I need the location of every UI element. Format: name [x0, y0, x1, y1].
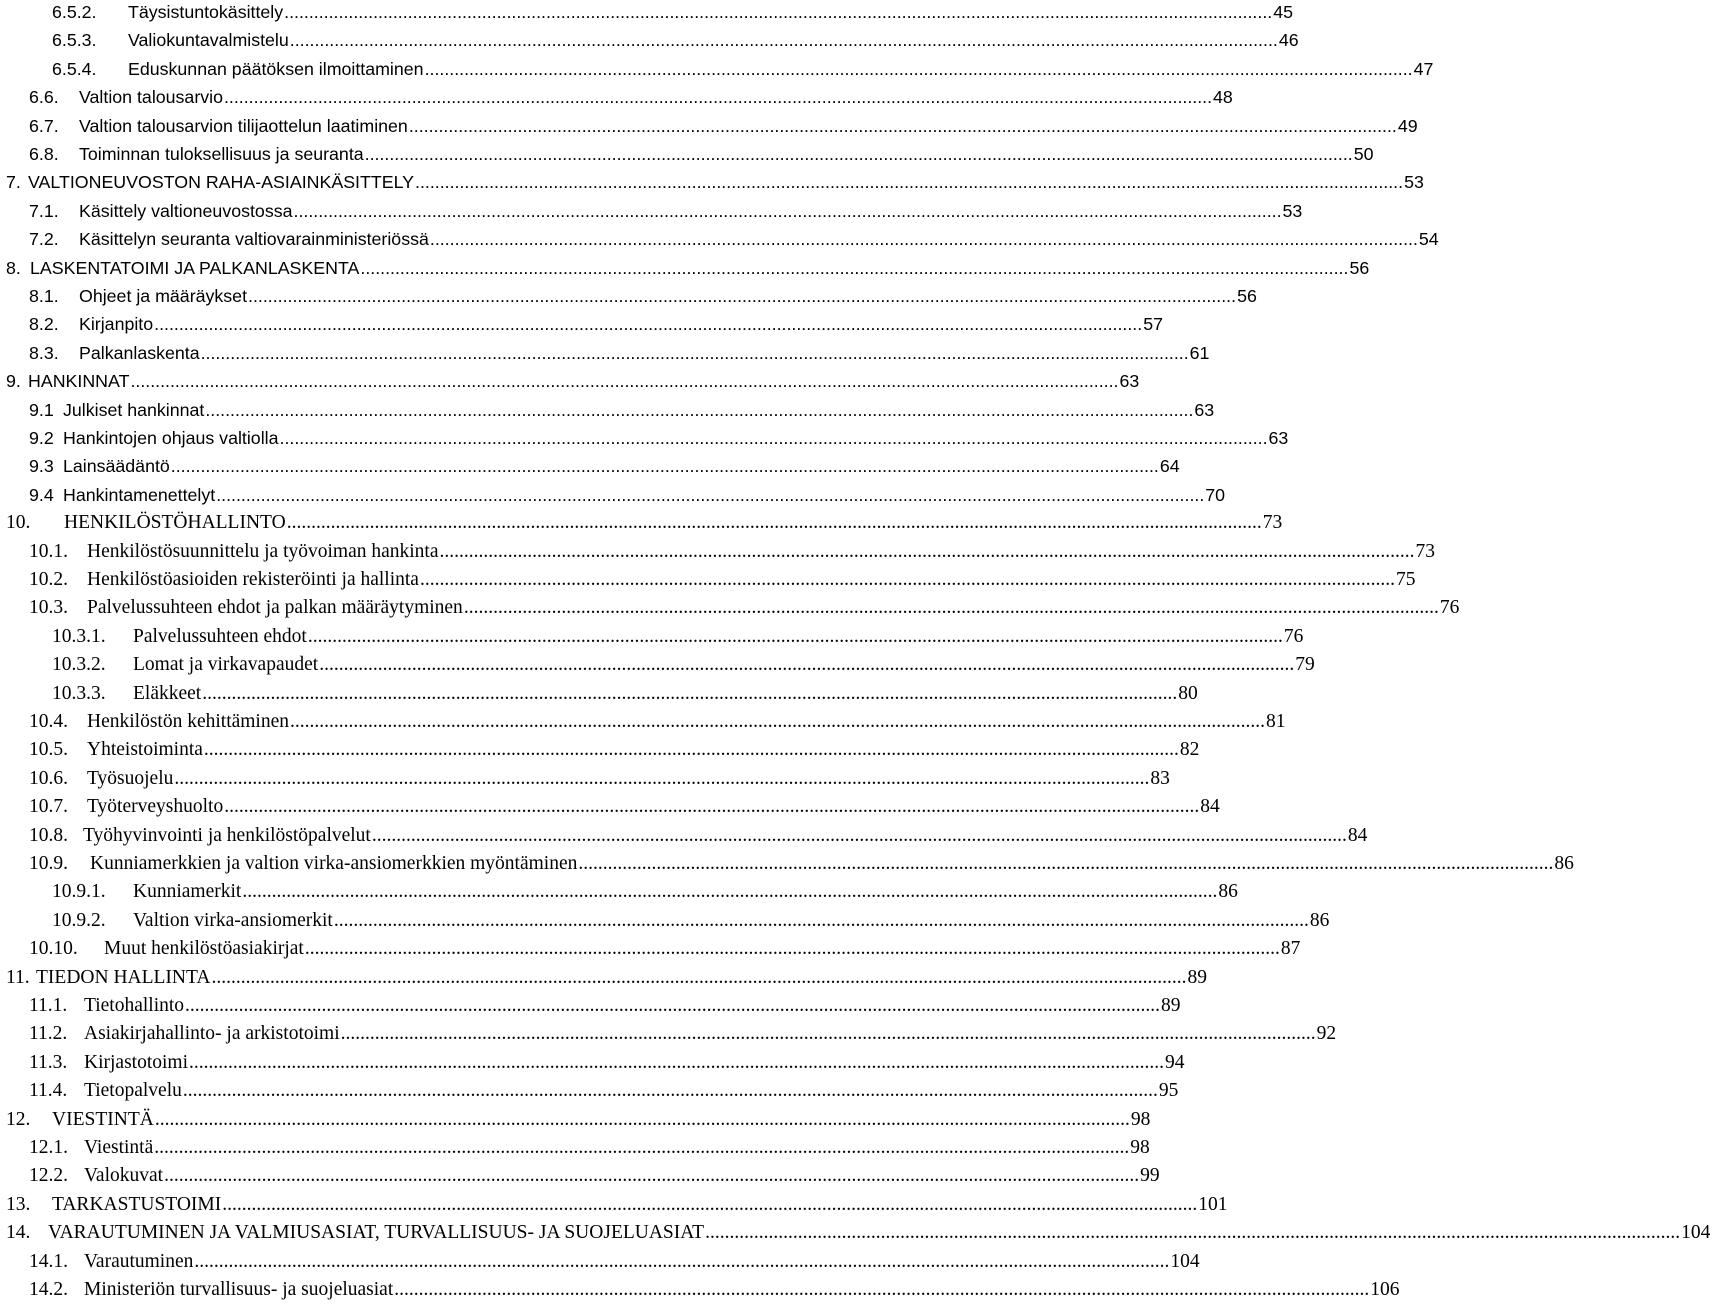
toc-entry-title: Valtion talousarvion tilijaottelun laatiminen [79, 115, 408, 136]
toc-entry-page-number: 83 [1150, 767, 1170, 789]
toc-entry-number: 6.5.3. [52, 30, 97, 51]
toc-entry-number: 12. [6, 1108, 31, 1130]
toc-entry-number: 7.1. [29, 200, 59, 221]
dot-leader: ........................................................................................................................................................................................................ [170, 456, 1159, 477]
toc-entry[interactable] [29, 566, 1416, 594]
toc-entry-number: 10.9. [29, 853, 68, 874]
toc-entry-number: 9.2 [29, 428, 54, 448]
toc-entry[interactable] [29, 538, 1435, 566]
dot-leader: ........................................................................................................................................................................................................ [154, 1137, 1130, 1158]
toc-entry[interactable] [29, 140, 1374, 168]
toc-entry-page-number: 49 [1397, 115, 1418, 136]
toc-entry-page-number: 53 [1282, 200, 1303, 221]
toc-entry-title: TIEDON HALLINTA [36, 966, 211, 988]
toc-entry[interactable] [29, 310, 1163, 338]
toc-entry[interactable] [29, 481, 1226, 509]
dot-leader: ........................................................................................................................................................................................................ [290, 711, 1266, 732]
toc-entry-title: Henkilöstön kehittäminen [87, 711, 290, 732]
toc-entry-title: Valtion virka-ansiomerkit [133, 909, 333, 931]
dot-leader: ........................................................................................................................................................................................................ [203, 739, 1179, 761]
toc-entry[interactable] [29, 850, 1574, 878]
toc-entry-title: Eläkkeet [133, 682, 202, 704]
toc-entry-number: 11.3. [29, 1051, 68, 1073]
dot-leader: ........................................................................................................................................................................................................ [223, 87, 1213, 108]
toc-entry-title: Lainsäädäntö [63, 456, 170, 477]
toc-entry-number: 14.1. [29, 1250, 68, 1272]
toc-entry-number: 9.4 [29, 484, 54, 505]
toc-entry-page-number: 53 [1404, 172, 1424, 193]
toc-entry-page-number: 94 [1165, 1051, 1185, 1073]
toc-entry-page-number: 98 [1130, 1137, 1150, 1158]
toc-entry[interactable] [52, 623, 1304, 651]
toc-entry[interactable] [52, 651, 1315, 679]
toc-entry-page-number: 73 [1415, 540, 1435, 562]
toc-entry-title: Kirjastotoimi [84, 1051, 188, 1073]
toc-entry-number: 10.10. [29, 938, 78, 960]
toc-entry-title: Muut henkilöstöasiakirjat [104, 938, 304, 960]
toc-entry-number: 7. [6, 172, 21, 193]
toc-entry-title: Täysistuntokäsittely [128, 2, 284, 22]
toc-entry-number: 10.3. [29, 597, 68, 619]
dot-leader: ........................................................................................................................................................................................................ [174, 767, 1150, 789]
toc-entry[interactable] [52, 0, 1293, 26]
toc-entry-title: Ministeriön turvallisuus- ja suojeluasiat [84, 1279, 394, 1300]
toc-entry-page-number: 50 [1353, 144, 1374, 164]
toc-entry-number: 6.6. [29, 87, 59, 108]
toc-entry-title: Toiminnan tuloksellisuus ja seuranta [79, 144, 364, 164]
toc-entry-page-number: 76 [1283, 625, 1304, 647]
toc-entry-page-number: 73 [1262, 512, 1283, 534]
toc-entry-title: Eduskunnan päätöksen ilmoittaminen [128, 58, 424, 79]
toc-entry[interactable] [6, 1106, 1151, 1134]
toc-entry-title: VALTIONEUVOSTON RAHA-ASIAINKÄSITTELY [28, 172, 415, 193]
toc-entry[interactable] [6, 964, 1207, 992]
toc-entry-page-number: 104 [1681, 1222, 1710, 1244]
toc-entry[interactable] [52, 26, 1299, 54]
toc-entry-page-number: 75 [1395, 569, 1416, 590]
toc-entry-number: 8.2. [29, 314, 59, 335]
toc-entry[interactable] [29, 1162, 1160, 1190]
dot-leader: ........................................................................................................................................................................................................ [371, 824, 1347, 846]
toc-entry-page-number: 89 [1187, 966, 1207, 988]
toc-entry-number: 14. [6, 1222, 31, 1244]
toc-entry-page-number: 63 [1194, 399, 1215, 420]
toc-entry-title: Käsittelyn seuranta valtiovarainministeriössä [79, 229, 429, 250]
dot-leader: ........................................................................................................................................................................................................ [130, 371, 1119, 392]
toc-entry-title: Kunniamerkkien ja valtion virka-ansiomerkkien myöntäminen [90, 853, 578, 874]
toc-entry[interactable] [29, 935, 1301, 963]
toc-entry-page-number: 101 [1198, 1193, 1228, 1215]
dot-leader: ........................................................................................................................................................................................................ [340, 1023, 1316, 1045]
toc-entry-page-number: 76 [1439, 597, 1460, 619]
toc-entry-title: Yhteistoiminta [87, 739, 203, 761]
toc-entry[interactable] [29, 1276, 1400, 1304]
toc-entry-title: Työsuojelu [87, 767, 174, 789]
toc-entry-page-number: 45 [1273, 2, 1293, 22]
toc-entry-page-number: 47 [1413, 58, 1434, 79]
toc-entry[interactable] [6, 1191, 1228, 1219]
toc-entry[interactable] [29, 225, 1439, 253]
toc-entry[interactable] [29, 992, 1181, 1020]
toc-entry-number: 12.1. [29, 1137, 68, 1158]
dot-leader: ........................................................................................................................................................................................................ [463, 597, 1439, 619]
toc-entry-number: 6.8. [29, 144, 59, 164]
dot-leader: ........................................................................................................................................................................................................ [578, 853, 1554, 874]
dot-leader: ........................................................................................................................................................................................................ [307, 625, 1283, 647]
toc-entry-number: 10.6. [29, 767, 68, 789]
toc-entry[interactable] [29, 112, 1418, 140]
toc-entry-page-number: 86 [1554, 853, 1574, 874]
toc-entry[interactable] [29, 594, 1460, 622]
toc-entry-number: 11.1. [29, 995, 68, 1016]
toc-entry[interactable] [52, 680, 1198, 708]
toc-entry-title: HANKINNAT [28, 371, 130, 392]
dot-leader: ........................................................................................................................................................................................................ [224, 796, 1200, 818]
toc-entry-page-number: 89 [1161, 995, 1181, 1016]
toc-entry[interactable] [52, 907, 1330, 935]
dot-leader: ........................................................................................................................................................................................................ [415, 172, 1404, 193]
dot-leader: ........................................................................................................................................................................................................ [279, 428, 1268, 448]
toc-entry-page-number: 64 [1159, 456, 1180, 477]
toc-entry-title: Käsittely valtioneuvostossa [79, 200, 293, 221]
dot-leader: ........................................................................................................................................................................................................ [319, 654, 1295, 676]
toc-entry-number: 10.9.2. [52, 909, 106, 931]
toc-entry[interactable] [29, 83, 1233, 111]
toc-entry-number: 10.7. [29, 796, 68, 818]
toc-entry-number: 8. [6, 257, 21, 278]
toc-entry-title: Työhyvinvointi ja henkilöstöpalvelut [83, 824, 371, 846]
toc-entry-page-number: 95 [1158, 1080, 1179, 1102]
toc-entry[interactable] [29, 282, 1257, 310]
toc-entry-number: 8.1. [29, 286, 59, 306]
toc-entry[interactable] [29, 1049, 1185, 1077]
toc-entry[interactable] [6, 367, 1140, 395]
toc-entry-title: HENKILÖSTÖHALLINTO [64, 512, 286, 534]
dot-leader: ........................................................................................................................................................................................................ [154, 314, 1143, 335]
toc-entry-number: 11. [6, 966, 30, 988]
dot-leader: ........................................................................................................................................................................................................ [360, 257, 1349, 278]
toc-entry-page-number: 92 [1316, 1023, 1337, 1045]
toc-entry-title: Valiokuntavalmistelu [128, 30, 289, 51]
toc-entry-title: Tietohallinto [84, 995, 185, 1016]
toc-entry-title: LASKENTATOIMI JA PALKANLASKENTA [30, 257, 360, 278]
toc-entry-page-number: 54 [1418, 229, 1439, 250]
toc-entry-title: Kunniamerkit [133, 881, 242, 903]
toc-entry-page-number: 63 [1119, 371, 1140, 392]
toc-entry[interactable] [52, 878, 1238, 906]
toc-entry-number: 10.8. [29, 824, 68, 846]
toc-entry-page-number: 99 [1140, 1165, 1160, 1187]
toc-entry-page-number: 82 [1179, 739, 1200, 761]
toc-entry-page-number: 80 [1178, 682, 1198, 704]
toc-entry-number: 10. [6, 512, 31, 534]
toc-entry-number: 10.2. [29, 569, 68, 590]
toc-entry-page-number: 46 [1278, 30, 1299, 51]
toc-entry-page-number: 56 [1237, 286, 1257, 306]
toc-entry[interactable] [29, 1020, 1337, 1048]
toc-entry[interactable] [29, 1134, 1150, 1162]
toc-entry-number: 10.1. [29, 540, 68, 562]
toc-entry-number: 10.5. [29, 739, 68, 761]
toc-entry[interactable] [29, 822, 1368, 850]
toc-entry-title: Palvelussuhteen ehdot ja palkan määräytyminen [87, 597, 463, 619]
toc-entry-number: 10.9.1. [52, 881, 106, 903]
dot-leader: ........................................................................................................................................................................................................ [333, 909, 1309, 931]
toc-entry[interactable] [29, 396, 1215, 424]
dot-leader: ........................................................................................................................................................................................................ [364, 144, 1353, 164]
dot-leader: ........................................................................................................................................................................................................ [205, 399, 1194, 420]
toc-entry-title: Hankintamenettelyt [63, 484, 216, 505]
toc-entry-page-number: 79 [1295, 654, 1315, 676]
toc-entry-title: Työterveyshuolto [87, 796, 224, 818]
toc-entry-page-number: 84 [1347, 824, 1368, 846]
toc-entry-page-number: 57 [1143, 314, 1163, 335]
toc-entry-page-number: 56 [1349, 257, 1370, 278]
toc-entry[interactable] [6, 509, 1283, 537]
dot-leader: ........................................................................................................................................................................................................ [216, 484, 1205, 505]
dot-leader: ........................................................................................................................................................................................................ [394, 1279, 1370, 1300]
toc-entry[interactable] [29, 708, 1286, 736]
toc-entry-title: VARAUTUMINEN JA VALMIUSASIAT, TURVALLISUUS- JA SUOJELUASIAT [48, 1222, 705, 1244]
toc-entry-number: 6.5.2. [52, 2, 97, 22]
toc-entry-number: 10.3.1. [52, 625, 106, 647]
toc-entry-title: Viestintä [84, 1137, 154, 1158]
dot-leader: ........................................................................................................................................................................................................ [439, 540, 1415, 562]
dot-leader: ........................................................................................................................................................................................................ [286, 512, 1262, 534]
toc-entry-title: Valokuvat [84, 1165, 164, 1187]
toc-entry-number: 10.3.3. [52, 682, 106, 704]
dot-leader: ........................................................................................................................................................................................................ [189, 1051, 1164, 1073]
dot-leader: ........................................................................................................................................................................................................ [185, 995, 1161, 1016]
toc-entry-number: 13. [6, 1193, 31, 1215]
toc-entry-title: Lomat ja virkavapaudet [133, 654, 319, 676]
dot-leader: ........................................................................................................................................................................................................ [424, 58, 1413, 79]
toc-entry-number: 9.3 [29, 456, 54, 477]
dot-leader: ........................................................................................................................................................................................................ [194, 1250, 1170, 1272]
toc-entry-number: 14.2. [29, 1279, 68, 1300]
toc-entry[interactable] [29, 339, 1210, 367]
dot-leader: ........................................................................................................................................................................................................ [304, 938, 1280, 960]
toc-entry-title: VIESTINTÄ [52, 1108, 154, 1130]
toc-entry-number: 11.4. [29, 1080, 68, 1102]
toc-entry-title: Varautuminen [84, 1250, 194, 1272]
dot-leader: ........................................................................................................................................................................................................ [419, 569, 1395, 590]
toc-entry[interactable] [6, 168, 1424, 196]
toc-entry-title: Julkiset hankinnat [63, 399, 205, 420]
toc-entry-page-number: 104 [1170, 1250, 1200, 1272]
toc-entry[interactable] [29, 197, 1303, 225]
toc-entry[interactable] [29, 452, 1180, 480]
toc-entry-number: 10.4. [29, 711, 68, 732]
toc-entry-title: Henkilöstöasioiden rekisteröinti ja hallinta [87, 569, 419, 590]
dot-leader: ........................................................................................................................................................................................................ [154, 1108, 1130, 1130]
toc-entry[interactable] [29, 1248, 1200, 1276]
dot-leader: ........................................................................................................................................................................................................ [289, 30, 1278, 51]
toc-entry-number: 11.2. [29, 1023, 68, 1045]
toc-entry-number: 10.3.2. [52, 654, 106, 676]
dot-leader: ........................................................................................................................................................................................................ [429, 229, 1418, 250]
toc-entry-title: Palkanlaskenta [79, 342, 200, 363]
toc-entry-page-number: 48 [1213, 87, 1233, 108]
toc-entry-title: Asiakirjahallinto- ja arkistotoimi [84, 1023, 340, 1045]
dot-leader: ........................................................................................................................................................................................................ [211, 966, 1187, 988]
toc-entry[interactable] [29, 736, 1200, 764]
toc-entry[interactable] [52, 55, 1434, 83]
toc-entry-page-number: 81 [1266, 711, 1286, 732]
toc-entry-number: 9. [6, 371, 21, 392]
dot-leader: ........................................................................................................................................................................................................ [242, 881, 1218, 903]
toc-entry-number: 8.3. [29, 342, 59, 363]
toc-entry[interactable] [29, 424, 1289, 452]
toc-entry-title: Hankintojen ohjaus valtiolla [63, 428, 279, 448]
dot-leader: ........................................................................................................................................................................................................ [408, 115, 1397, 136]
toc-entry[interactable] [29, 765, 1170, 793]
dot-leader: ........................................................................................................................................................................................................ [248, 286, 1237, 306]
toc-entry-number: 6.5.4. [52, 58, 97, 79]
toc-entry-page-number: 87 [1280, 938, 1301, 960]
toc-entry-page-number: 61 [1189, 342, 1210, 363]
toc-entry-title: Ohjeet ja määräykset [79, 286, 248, 306]
toc-entry-number: 9.1 [29, 399, 54, 420]
toc-entry-number: 7.2. [29, 229, 59, 250]
dot-leader: ........................................................................................................................................................................................................ [164, 1165, 1140, 1187]
toc-entry-number: 12.2. [29, 1165, 68, 1187]
dot-leader: ........................................................................................................................................................................................................ [182, 1080, 1158, 1102]
toc-entry-number: 6.7. [29, 115, 59, 136]
toc-entry-title: Valtion talousarvio [79, 87, 223, 108]
toc-entry[interactable] [29, 793, 1220, 821]
toc-entry[interactable] [6, 254, 1370, 282]
toc-entry[interactable] [6, 1219, 1710, 1247]
toc-entry-title: Kirjanpito [79, 314, 154, 335]
dot-leader: ........................................................................................................................................................................................................ [200, 342, 1189, 363]
toc-entry-page-number: 86 [1218, 881, 1238, 903]
dot-leader: ........................................................................................................................................................................................................ [705, 1222, 1681, 1244]
toc-entry-title: Henkilöstösuunnittelu ja työvoiman hankinta [87, 540, 439, 562]
toc-entry-page-number: 98 [1130, 1108, 1151, 1130]
toc-entry-page-number: 86 [1309, 909, 1330, 931]
toc-entry-page-number: 63 [1268, 428, 1289, 448]
dot-leader: ........................................................................................................................................................................................................ [284, 2, 1273, 22]
toc-entry-title: Tietopalvelu [84, 1080, 182, 1102]
toc-entry-page-number: 84 [1200, 796, 1220, 818]
toc-entry-page-number: 70 [1205, 484, 1226, 505]
toc-entry[interactable] [29, 1077, 1179, 1105]
dot-leader: ........................................................................................................................................................................................................ [222, 1193, 1198, 1215]
toc-entry-title: Palvelussuhteen ehdot [133, 625, 307, 647]
toc-entry-page-number: 106 [1370, 1279, 1400, 1300]
dot-leader: ........................................................................................................................................................................................................ [202, 682, 1178, 704]
dot-leader: ........................................................................................................................................................................................................ [293, 200, 1282, 221]
toc-entry-title: TARKASTUSTOIMI [52, 1193, 222, 1215]
